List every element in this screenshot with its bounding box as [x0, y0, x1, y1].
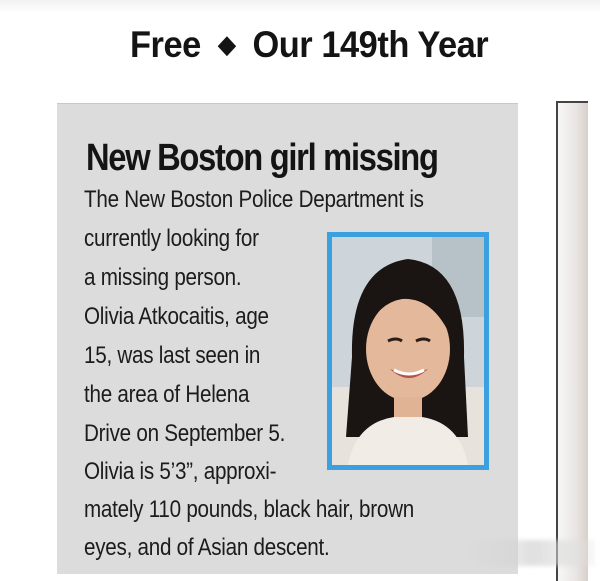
masthead-text [130, 24, 488, 66]
article-line: currently looking for [84, 225, 259, 252]
article-line: Olivia is 5’3”, approxi- [84, 458, 277, 485]
article-line: The New Boston Police Department is [84, 186, 424, 213]
diamond-icon: ◆ [217, 29, 236, 59]
masthead-year: Our 149th Year [252, 24, 489, 65]
masthead-free: Free [130, 24, 201, 65]
article-line: eyes, and of Asian descent. [84, 534, 330, 561]
article-headline: New Boston girl missing [86, 137, 438, 179]
missing-person-photo [327, 232, 489, 470]
article-line: Drive on September 5. [84, 420, 286, 447]
portrait-image [332, 237, 484, 465]
article-line: a missing person. [84, 264, 242, 291]
masthead-bar [0, 0, 600, 95]
watermark [470, 540, 595, 566]
article-line: the area of Helena [84, 381, 250, 408]
adjacent-column-edge [556, 101, 588, 581]
article-line: Olivia Atkocaitis, age [84, 303, 269, 330]
article-line: mately 110 pounds, black hair, brown [84, 496, 414, 523]
article-line: 15, was last seen in [84, 342, 261, 369]
